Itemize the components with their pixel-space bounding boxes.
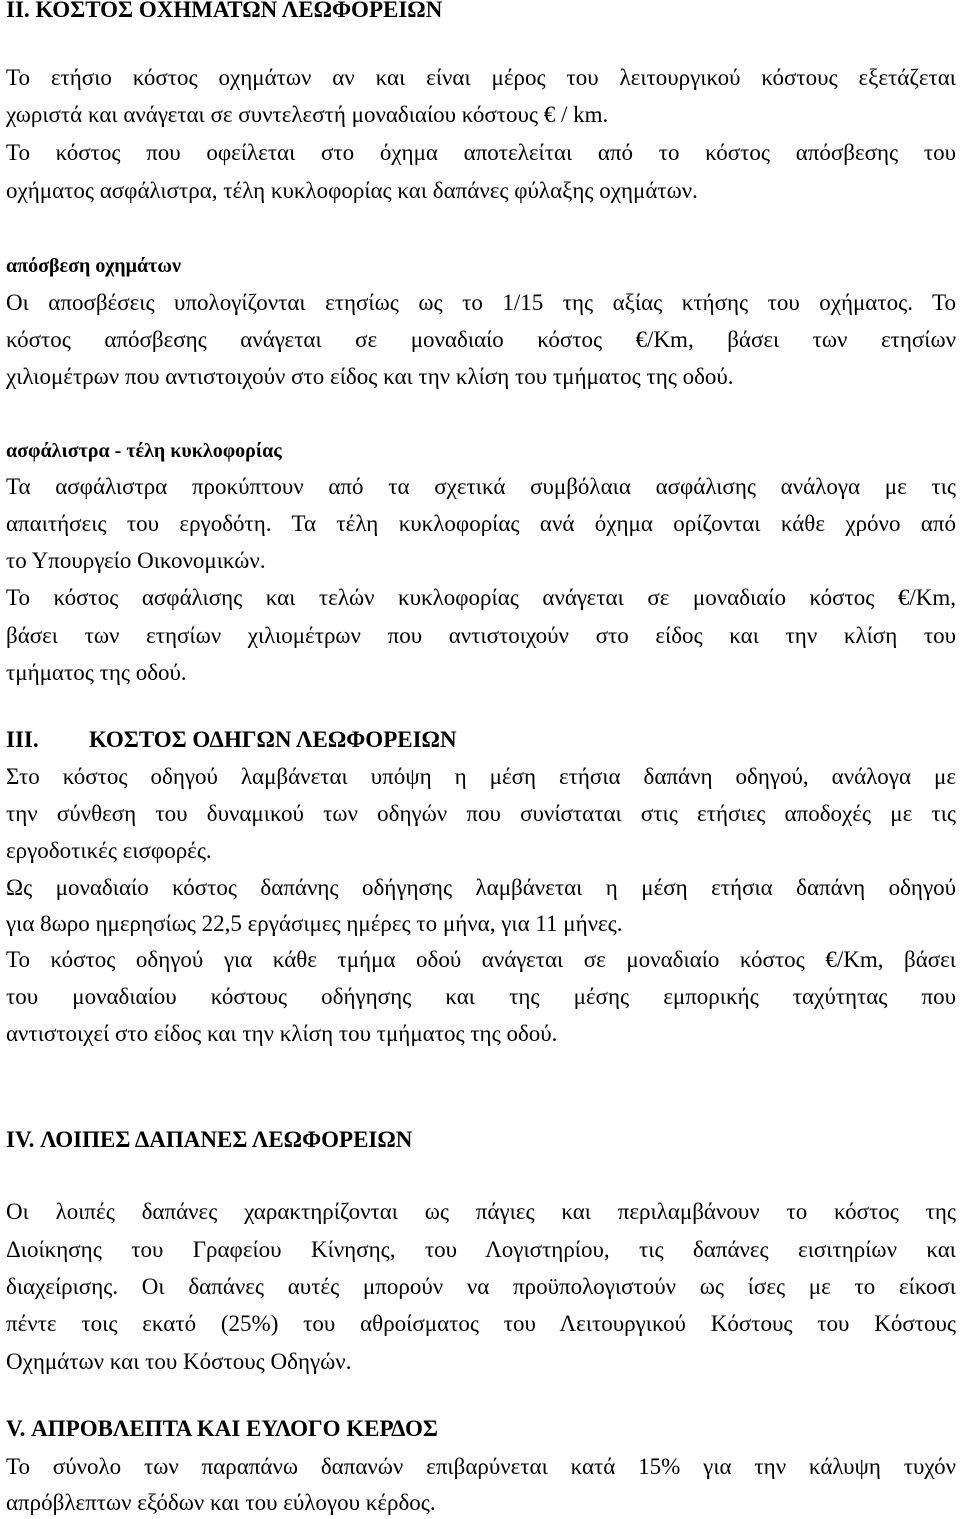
section-iii-title: ΚΟΣΤΟΣ ΟΔΗΓΩΝ ΛΕΩΦΟΡΕΙΩΝ [89,727,457,752]
paragraph-line: Ως μοναδιαίο κόστος δαπάνης οδήγησης λαμβάνεται η μέση ετήσια δαπάνη οδηγού [6,875,956,900]
paragraph-line: του μοναδιαίου κόστους οδήγησης και της μέσης εμπορικής ταχύτητας που [6,984,956,1009]
paragraph-line: τμήματος της οδού. [6,660,187,685]
section-iv-heading: IV. ΛΟΙΠΕΣ ΔΑΠΑΝΕΣ ΛΕΩΦΟΡΕΙΩΝ [6,1127,413,1152]
depreciation-subheading: απόσβεση οχημάτων [6,255,181,277]
paragraph-line: οχήματος ασφάλιστρα, τέλη κυκλοφορίας και δαπάνες φύλαξης οχημάτων. [6,178,698,203]
paragraph-line: βάσει των ετησίων χιλιομέτρων που αντιστοιχούν στο είδος και την κλίση του [6,623,956,648]
paragraph-line: Το κόστος που οφείλεται στο όχημα αποτελείται από το κόστος απόσβεσης του [6,140,956,165]
paragraph-line: Το κόστος ασφάλισης και τελών κυκλοφορίας ανάγεται σε μοναδιαίο κόστος €/Km, [6,585,956,610]
paragraph-line: Οι αποσβέσεις υπολογίζονται ετησίως ως το 1/15 της αξίας κτήσης του οχήματος. Το [6,290,956,315]
section-v-heading: V. ΑΠΡΟΒΛΕΠΤΑ ΚΑΙ ΕΥΛΟΓΟ ΚΕΡΔΟΣ [6,1416,438,1441]
paragraph-line: χωριστά και ανάγεται σε συντελεστή μοναδιαίου κόστους € / km. [6,102,609,127]
paragraph-line: το Υπουργείο Οικονομικών. [6,548,266,573]
paragraph-line: Στο κόστος οδηγού λαμβάνεται υπόψη η μέση ετήσια δαπάνη οδηγού, ανάλογα με [6,764,956,789]
paragraph-line: Το κόστος οδηγού για κάθε τμήμα οδού ανάγεται σε μοναδιαίο κόστος €/Km, βάσει [6,947,956,972]
paragraph-line: Το ετήσιο κόστος οχημάτων αν και είναι μέρος του λειτουργικού κόστους εξετάζεται [6,65,956,90]
paragraph-line: διαχείρισης. Οι δαπάνες αυτές μπορούν να προϋπολογιστούν ως ίσες με το είκοσι [6,1274,956,1299]
paragraph-line: Το σύνολο των παραπάνω δαπανών επιβαρύνεται κατά 15% για την κάλυψη τυχόν [6,1454,956,1479]
paragraph-line: πέντε τοις εκατό (25%) του αθροίσματος του Λειτουργικού Κόστους του Κόστους [6,1311,956,1336]
paragraph-line: απρόβλεπτων εξόδων και του εύλογου κέρδος. [6,1490,436,1515]
section-iii-number: ΙΙΙ. [6,727,39,752]
insurance-subheading: ασφάλιστρα - τέλη κυκλοφορίας [6,440,282,462]
paragraph-line: για 8ωρο ημερησίως 22,5 εργάσιμες ημέρες το μήνα, για 11 μήνες. [6,911,623,936]
paragraph-line: εργοδοτικές εισφορές. [6,838,212,863]
paragraph-line: χιλιομέτρων που αντιστοιχούν στο είδος και την κλίση του τμήματος της οδού. [6,364,734,389]
paragraph-line: Τα ασφάλιστρα προκύπτουν από τα σχετικά συμβόλαια ασφάλισης ανάλογα με τις [6,474,956,499]
paragraph-line: την σύνθεση του δυναμικού των οδηγών που συνίσταται στις ετήσιες αποδοχές με τις [6,801,956,826]
paragraph-line: αντιστοιχεί στο είδος και την κλίση του τμήματος της οδού. [6,1021,558,1046]
paragraph-line: Οχημάτων και του Κόστους Οδηγών. [6,1349,352,1374]
paragraph-line: κόστος απόσβεσης ανάγεται σε μοναδιαίο κόστος €/Km, βάσει των ετησίων [6,327,956,352]
paragraph-line: Οι λοιπές δαπάνες χαρακτηρίζονται ως πάγιες και περιλαμβάνουν το κόστος της [6,1199,956,1224]
section-iii-heading [6,726,956,754]
paragraph-line: απαιτήσεις του εργοδότη. Τα τέλη κυκλοφορίας ανά όχημα ορίζονται κάθε χρόνο από [6,511,956,536]
paragraph-line: Διοίκησης του Γραφείου Κίνησης, του Λογιστηρίου, τις δαπάνες εισιτηρίων και [6,1237,956,1262]
section-ii-heading: ΙΙ. ΚΟΣΤΟΣ ΟΧΗΜΑΤΩΝ ΛΕΩΦΟΡΕΙΩΝ [6,0,443,22]
